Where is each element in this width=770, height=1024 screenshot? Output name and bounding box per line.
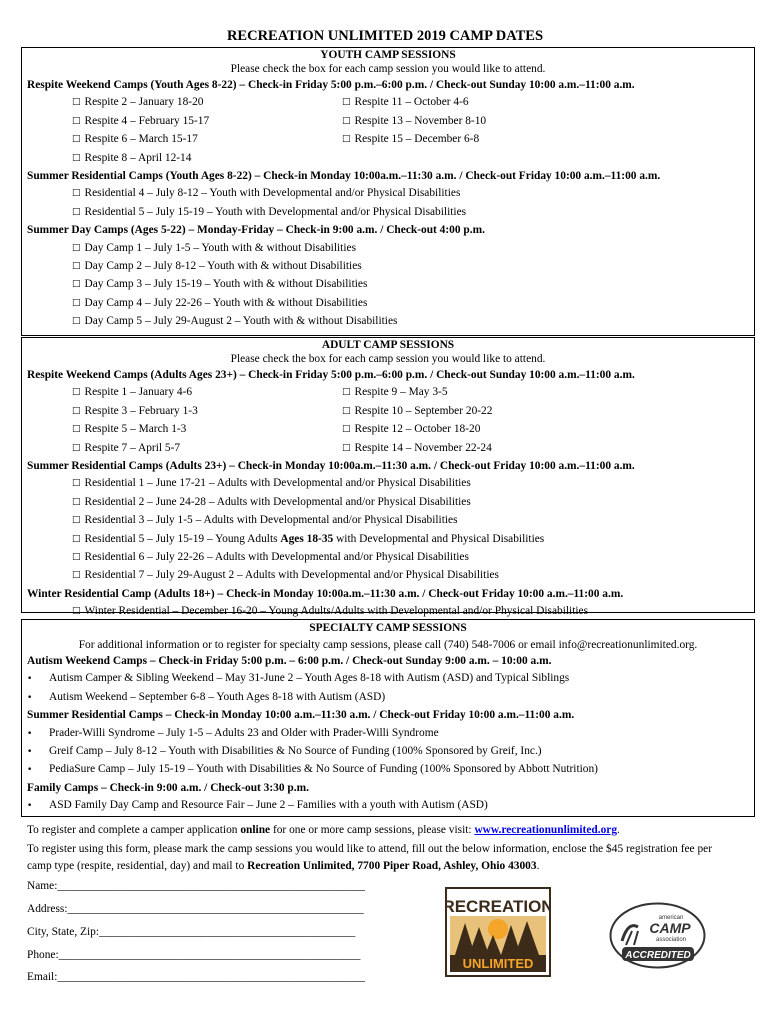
adult-note: Please check the box for each camp session you would like to attend. — [230, 353, 546, 365]
checkbox[interactable]: □ — [72, 242, 81, 253]
session-option[interactable]: □ Respite 10 – September 20-22 — [342, 404, 493, 417]
youth-residential-heading: Summer Residential Camps (Youth Ages 8-22) – Check-in Monday 10:00a.m.–11:30 a.m. / Check-out Friday 10:00 a.m.–11:00 a.m. — [27, 170, 661, 183]
session-option[interactable]: □ Day Camp 1 – July 1-5 – Youth with & without Disabilities — [72, 241, 356, 254]
bullet-icon: • — [27, 765, 33, 776]
adult-residential-heading: Summer Residential Camps (Adults 23+) – Check-in Monday 10:00a.m.–11:30 a.m. / Check-out Friday 10:00 a.m.–11:00 a.m. — [27, 460, 635, 473]
session-option[interactable]: □ Respite 12 – October 18-20 — [342, 423, 481, 436]
bullet-icon: • — [27, 692, 33, 703]
session-option[interactable]: □ Respite 4 – February 15-17 — [72, 114, 210, 127]
session-option[interactable]: □ Respite 6 – March 15-17 — [72, 133, 198, 146]
checkbox[interactable]: □ — [72, 152, 81, 163]
session-option[interactable]: □ Respite 11 – October 4-6 — [342, 96, 469, 109]
session-option[interactable]: □ Respite 3 – February 1-3 — [72, 404, 198, 417]
session-option[interactable]: □ Residential 2 – June 24-28 – Adults with Developmental and/or Physical Disabilities — [72, 495, 471, 508]
checkbox[interactable]: □ — [342, 424, 351, 435]
session-option[interactable]: □ Residential 3 – July 1-5 – Adults with Developmental and/or Physical Disabilities — [72, 514, 458, 527]
adult-winter-heading: Winter Residential Camp (Adults 18+) – Check-in Monday 10:00a.m.–11:30 a.m. / Check-out Friday 10:00 a.m.–11:00 a.m. — [27, 587, 624, 600]
list-item: • Autism Weekend – September 6-8 – Youth Ages 8-18 with Autism (ASD) — [22, 689, 754, 707]
checkbox[interactable]: □ — [72, 515, 81, 526]
session-option[interactable]: □ Residential 1 – June 17-21 – Adults with Developmental and/or Physical Disabilities — [72, 477, 471, 490]
checkbox[interactable]: □ — [72, 188, 81, 199]
session-option[interactable]: □ Day Camp 4 – July 22-26 – Youth with & without Disabilities — [72, 296, 368, 309]
session-option[interactable]: □ Respite 13 – November 8-10 — [342, 114, 487, 127]
specialty-info: For additional information or to register for specialty camp sessions, please call (740) 548-7006 or email info@recreationunlimited.org. — [78, 639, 698, 651]
checkbox[interactable]: □ — [342, 134, 351, 145]
session-option[interactable]: □ Respite 8 – April 12-14 — [72, 151, 192, 164]
checkbox[interactable]: □ — [72, 297, 81, 308]
aca-accredited-logo-graphic — [608, 901, 707, 970]
session-option[interactable]: □ Respite 1 – January 4-6 — [72, 386, 193, 399]
session-option[interactable]: □ Day Camp 2 – July 8-12 – Youth with & without Disabilities — [72, 260, 362, 273]
session-option[interactable]: □ Respite 7 – April 5-7 — [72, 441, 181, 454]
recreation-unlimited-logo-graphic — [445, 887, 551, 977]
checkbox[interactable]: □ — [72, 316, 81, 327]
list-item: • Greif Camp – July 8-12 – Youth with Disabilities & No Source of Funding (100% Sponsored by Greif, Inc.) — [22, 743, 754, 761]
checkbox[interactable]: □ — [342, 115, 351, 126]
checkbox[interactable]: □ — [72, 606, 81, 617]
checkbox[interactable]: □ — [72, 115, 81, 126]
adult-sessions-box — [21, 337, 755, 618]
checkbox[interactable]: □ — [342, 405, 351, 416]
session-option[interactable]: □ Respite 9 – May 3-5 — [342, 386, 448, 399]
checkbox[interactable]: □ — [72, 478, 81, 489]
checkbox[interactable]: □ — [72, 97, 81, 108]
checkbox[interactable]: □ — [72, 387, 81, 398]
logo-word-recreation: RECREATION — [445, 897, 551, 916]
specialty-residential-heading: Summer Residential Camps – Check-in Monday 10:00 a.m.–11:30 a.m. / Check-out Friday 10:00 a.m.–11:00 a.m. — [27, 709, 575, 722]
page-title: RECREATION UNLIMITED 2019 CAMP DATES — [226, 28, 544, 44]
aca-accredited-logo — [608, 901, 707, 970]
checkbox[interactable]: □ — [72, 533, 81, 544]
specialty-heading: SPECIALTY CAMP SESSIONS — [309, 622, 467, 634]
checkbox[interactable]: □ — [72, 405, 81, 416]
session-option[interactable]: □ Residential 7 – July 29-August 2 – Adults with Developmental and/or Physical Disabilities — [72, 569, 499, 582]
bullet-icon: • — [27, 728, 33, 739]
family-heading: Family Camps – Check-in 9:00 a.m. / Check-out 3:30 p.m. — [27, 781, 309, 794]
list-item: • Autism Camper & Sibling Weekend – May 31-June 2 – Youth Ages 8-18 with Autism (ASD) and Typical Siblings — [22, 670, 754, 688]
adult-heading: ADULT CAMP SESSIONS — [321, 339, 455, 351]
checkbox[interactable]: □ — [72, 570, 81, 581]
checkbox[interactable]: □ — [72, 261, 81, 272]
svg-text:american: american — [658, 915, 684, 921]
list-item: • PediaSure Camp – July 15-19 – Youth with Disabilities & No Source of Funding (100% Sponsored by Abbott Nutrition) — [22, 761, 754, 779]
svg-text:association: association — [655, 937, 687, 943]
checkbox[interactable]: □ — [342, 97, 351, 108]
recreation-unlimited-logo — [445, 887, 551, 977]
checkbox[interactable]: □ — [72, 134, 81, 145]
city-state-zip-field[interactable]: City, State, Zip:_____________________________________________ — [27, 926, 356, 938]
list-item: • Prader-Willi Syndrome – July 1-5 – Adults 23 and Older with Prader-Willi Syndrome — [22, 725, 754, 743]
email-field[interactable]: Email:______________________________________________________ — [27, 971, 365, 983]
phone-field[interactable]: Phone:_____________________________________________________ — [27, 949, 361, 961]
youth-respite-list — [22, 94, 754, 168]
session-option[interactable]: □ Respite 14 – November 22-24 — [342, 441, 492, 454]
adult-respite-heading: Respite Weekend Camps (Adults Ages 23+) – Check-in Friday 5:00 p.m.–6:00 p.m. / Check-out Sunday 10:00 a.m.–11:00 a.m. — [27, 369, 635, 381]
list-item: • ASD Family Day Camp and Resource Fair – June 2 – Families with a youth with Autism (ASD) — [22, 797, 754, 815]
youth-heading: YOUTH CAMP SESSIONS — [320, 49, 456, 61]
checkbox[interactable]: □ — [72, 424, 81, 435]
session-option[interactable]: □ Respite 2 – January 18-20 — [72, 96, 204, 109]
youth-note: Please check the box for each camp session you would like to attend. — [230, 63, 546, 75]
autism-heading: Autism Weekend Camps – Check-in Friday 5:00 p.m. – 6:00 p.m. / Check-out Sunday 9:00 a.m. – 10:00 a.m. — [27, 655, 552, 667]
session-option[interactable]: □ Residential 4 – July 8-12 – Youth with Developmental and/or Physical Disabilities — [72, 187, 461, 200]
session-option[interactable]: □ Respite 5 – March 1-3 — [72, 423, 187, 436]
logo-word-unlimited: UNLIMITED — [462, 956, 534, 971]
svg-text:ACCREDITED: ACCREDITED — [625, 950, 691, 961]
online-registration-text: To register and complete a camper application online for one or more camp sessions, please visit: www.recreationunlimited.org. — [27, 824, 620, 836]
session-option[interactable]: □ Respite 15 – December 6-8 — [342, 133, 480, 146]
checkbox[interactable]: □ — [72, 442, 81, 453]
checkbox[interactable]: □ — [72, 206, 81, 217]
youth-sessions-box — [21, 47, 755, 336]
session-option[interactable]: □ Day Camp 5 – July 29-August 2 – Youth with & without Disabilities — [72, 315, 398, 328]
checkbox[interactable]: □ — [342, 442, 351, 453]
session-option[interactable]: □ Residential 5 – July 15-19 – Youth with Developmental and/or Physical Disabilities — [72, 205, 467, 218]
youth-respite-heading: Respite Weekend Camps (Youth Ages 8-22) – Check-in Friday 5:00 p.m.–6:00 p.m. / Check-out Sunday 10:00 a.m.–11:00 a.m. — [27, 79, 635, 91]
website-link[interactable]: www.recreationunlimited.org — [474, 824, 618, 836]
specialty-sessions-box — [21, 619, 755, 817]
mail-registration-text: To register using this form, please mark the camp sessions you would like to attend, fill out the below information, enclose the $45 registration fee per camp type (respite, residential, day) and mail to Recreation Unlimited, 7700 Piper Road, Ashley, Ohio 43003. — [27, 843, 713, 872]
session-option[interactable]: □ Residential 5 – July 15-19 – Young Adults Ages 18-35 with Developmental and Physical Disabilities — [72, 532, 545, 545]
svg-text:CAMP: CAMP — [649, 920, 691, 936]
checkbox[interactable]: □ — [72, 552, 81, 563]
address-field[interactable]: Address:____________________________________________________ — [27, 903, 364, 915]
bullet-icon: • — [27, 674, 33, 685]
session-option[interactable]: □ Winter Residential – December 16-20 – Young Adults/Adults with Developmental and/or Physical Disabilities — [72, 605, 589, 618]
checkbox[interactable]: □ — [72, 279, 81, 290]
bullet-icon: • — [27, 747, 33, 758]
session-option[interactable]: □ Day Camp 3 – July 15-19 – Youth with & without Disabilities — [72, 278, 368, 291]
adult-respite-list — [22, 384, 754, 458]
checkbox[interactable]: □ — [342, 387, 351, 398]
session-option[interactable]: □ Residential 6 – July 22-26 – Adults with Developmental and/or Physical Disabilities — [72, 551, 469, 564]
youth-day-heading: Summer Day Camps (Ages 5-22) – Monday-Friday – Check-in 9:00 a.m. / Check-out 4:00 p.m. — [27, 224, 485, 237]
name-field[interactable]: Name:______________________________________________________ — [27, 880, 365, 892]
bullet-icon: • — [27, 801, 33, 812]
checkbox[interactable]: □ — [72, 496, 81, 507]
